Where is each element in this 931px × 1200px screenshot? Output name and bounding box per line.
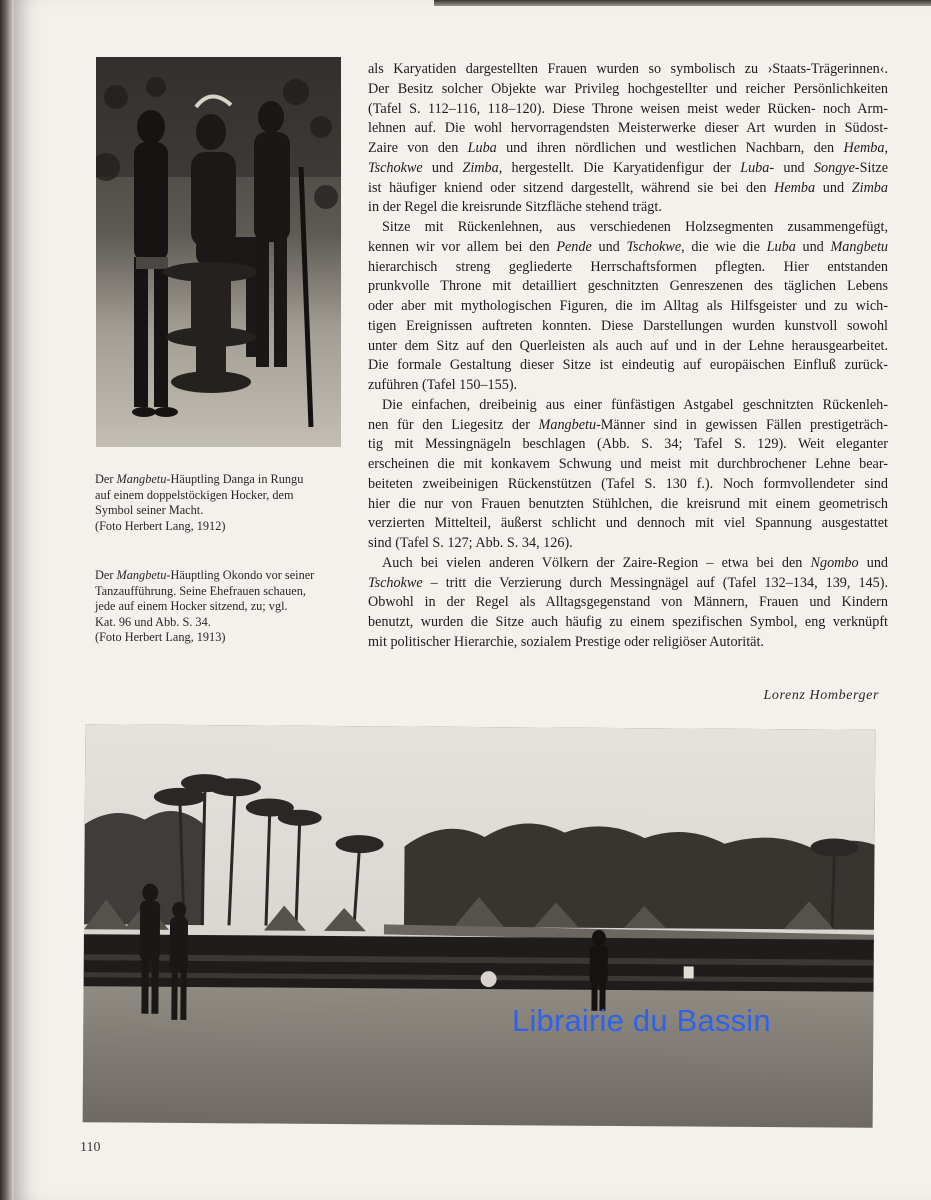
text-run: Tanzaufführung. Seine Ehefrauen schauen, (95, 583, 306, 598)
text-line (368, 218, 888, 238)
text-line (368, 554, 888, 574)
text-run: ist häufiger kniend oder sitzend dargestellt, während sie bei den (368, 179, 775, 196)
text-line (368, 633, 888, 653)
italic-term: Luba (467, 140, 497, 156)
text-line (368, 80, 888, 100)
text-line (368, 100, 888, 120)
text-line (368, 396, 888, 416)
text-run: -Häuptling Okondo vor seiner (166, 568, 315, 582)
text-line (368, 495, 888, 515)
book-spine-shadow (0, 0, 14, 1200)
text-run: kennen wir vor allem bei den (368, 238, 557, 255)
text-run: Obwohl in der Regel als Alltagsgegenstand von Männern, Frauen und Kindern (368, 594, 888, 611)
text-run: Die formale Gestaltung dieser Sitze ist eindeutig auf europäischen Einfluß zurück- (368, 357, 888, 374)
text-line (368, 317, 888, 337)
text-line (95, 568, 345, 584)
text-run: und (815, 179, 852, 196)
text-run: Symbol seiner Macht. (95, 503, 204, 517)
photo-chief-danga (96, 57, 341, 447)
text-line (368, 455, 888, 475)
text-line (368, 198, 888, 218)
text-run: sind (Tafel S. 127; Abb. S. 34, 126). (368, 535, 573, 551)
text-run: verzierten Mittelteil, äußerst schlicht und dennoch mit viel Spannung ausgestattet (368, 515, 888, 532)
text-run: oder aber mit mythologischen Figuren, die im Alltag als Hilfsgeister und zu wich- (368, 298, 888, 314)
text-run: jede auf einem Hocker sitzend, zu; vgl. (95, 599, 288, 613)
italic-term: Hemba (774, 179, 816, 196)
text-run: Der (95, 568, 117, 582)
text-line (368, 139, 888, 159)
italic-term: Tschokwe (368, 159, 423, 176)
text-run: Sitze mit Rückenlehnen, aus verschiedenen Holzsegmenten zusammengefügt, (382, 219, 888, 235)
text-run: -Männer sind in gewissen Fällen prestigeträch- (596, 416, 888, 433)
text-run: Zaire von den (368, 140, 468, 156)
text-line (95, 472, 345, 488)
text-line (368, 435, 888, 455)
text-line (95, 519, 345, 535)
text-line (95, 503, 345, 519)
text-run: in der Regel die kreisrunde Sitzfläche stehend trägt. (368, 199, 662, 216)
text-run: tig mit Messingnägeln beschlagen (Abb. S. 34; Tafel S. 129). Weit eleganter (368, 436, 888, 453)
text-run: – tritt die Verzierung durch Messingnägel auf (Tafel 132–134, 139, 145). (422, 574, 888, 591)
text-line (368, 534, 888, 554)
italic-term: Mangbetu (116, 568, 167, 582)
italic-term: Tschokwe (626, 238, 682, 255)
watermark-text: Librairie du Bassin (512, 1003, 771, 1038)
italic-term: Mangbetu (116, 472, 167, 486)
text-line (95, 630, 345, 646)
photo-caption-2 (95, 568, 345, 646)
text-run: und ihren nördlichen und westlichen Nachbarn, den (496, 140, 844, 156)
text-run: (Foto Herbert Lang, 1913) (95, 630, 226, 644)
text-run: auf einem doppelstöckigen Hocker, dem (95, 487, 294, 502)
text-line (95, 584, 345, 600)
text-line (368, 159, 888, 179)
text-line (368, 60, 888, 80)
italic-term: Hemba, (843, 140, 888, 156)
text-run: hierarchisch streng gegliederte Herrschaftsformen pflegten. Hier entstanden (368, 258, 888, 275)
text-run: Die einfachen, dreibeinig aus einer fünfästigen Astgabel geschnitzten Rückenleh- (382, 396, 888, 413)
text-line (368, 258, 888, 278)
text-line (368, 514, 888, 534)
italic-term: Zimba (851, 179, 888, 196)
text-run: und (422, 159, 463, 176)
text-run: Kat. 96 und Abb. S. 34. (95, 614, 211, 629)
text-run: als Karyatiden dargestellten Frauen wurden so symbolisch zu ›Staats-Trägerinnen‹. (368, 61, 888, 77)
photo-okondo-dance (83, 724, 876, 1128)
author-signature: Lorenz Homberger (763, 688, 879, 703)
text-run: prunkvolle Throne mit detailliert geschnitzten Genreszenen des täglichen Lebens (368, 278, 888, 295)
page-number: 110 (80, 1140, 101, 1155)
text-run: Der (95, 472, 117, 486)
text-run: und (591, 238, 627, 255)
text-run: zuführen (Tafel 150–155). (368, 377, 518, 393)
text-run: mit politischer Hierarchie, sozialem Prestige oder religiöser Autorität. (368, 633, 764, 650)
text-run: hier die nur von Frauen benutzten Stühlchen, die kreisrund mit einem geometrisch (368, 495, 888, 512)
text-run: und (858, 554, 888, 571)
text-run: -Sitze (854, 159, 888, 176)
text-line (95, 599, 345, 615)
italic-term: Ngombo (810, 554, 859, 571)
text-run: tigen Ereignissen auftreten konnten. Diese Darstellungen wurden kunstvoll sowohl (368, 317, 888, 334)
italic-term: Mangbetu (538, 416, 597, 433)
text-line (368, 376, 888, 396)
text-line (368, 179, 888, 199)
text-line (368, 574, 888, 594)
italic-term: Mangbetu (830, 238, 889, 255)
text-run: Der Besitz solcher Objekte war Privileg hochgestellter und reicher Persönlichkeiten (368, 80, 888, 97)
text-run: beiteten zweibeinigen Rückenstützen (Tafel S. 130 f.). Noch formvollendeter sind (368, 475, 888, 492)
text-line (368, 238, 888, 258)
photo-caption-1 (95, 472, 345, 534)
text-line (368, 119, 888, 139)
italic-term: Tschokwe (368, 574, 423, 591)
text-line (368, 593, 888, 613)
italic-term: Luba (740, 159, 770, 176)
text-run: , hergestellt. Die Karyatidenfigur der (498, 159, 741, 176)
article-body (368, 60, 888, 653)
text-run: benutzt, wurden die Sitze auch häufig zu einem spezifischen Symbol, eng verknüpft (368, 614, 888, 630)
text-line (368, 297, 888, 317)
text-line (95, 615, 345, 631)
text-run: unter dem Sitz auf den Querleisten als auch auf und in der Lehne herausgearbeitet. (368, 337, 888, 354)
italic-term: Luba (766, 238, 796, 255)
italic-term: Songye (813, 159, 855, 176)
text-run: lehnen auf. Die wohl hervorragendsten Meisterwerke dieser Art wurden in Südost- (368, 120, 888, 137)
text-line (95, 488, 345, 504)
text-run: , die wie die (681, 238, 767, 255)
text-line (368, 475, 888, 495)
page-top-strip (434, 0, 931, 6)
italic-term: Zimba (462, 159, 499, 176)
text-run: erscheinen die mit konkavem Schwung und meist mit durchbrochener Lehne bear- (368, 456, 888, 472)
text-run: und (795, 238, 831, 255)
italic-term: Pende (556, 238, 592, 255)
text-run: Auch bei vielen anderen Völkern der Zaire-Region – etwa bei den (382, 554, 811, 571)
text-run: - und (769, 159, 814, 176)
text-run: (Tafel S. 112–116, 118–120). Diese Throne weisen meist weder Rücken- noch Arm- (368, 100, 888, 117)
text-line (368, 416, 888, 436)
text-run: (Foto Herbert Lang, 1912) (95, 518, 226, 533)
text-run: -Häuptling Danga in Rungu (166, 472, 304, 486)
text-line (368, 277, 888, 297)
text-run: nen für den Liegesitz der (368, 416, 539, 433)
text-line (368, 337, 888, 357)
text-line (368, 613, 888, 633)
text-line (368, 356, 888, 376)
